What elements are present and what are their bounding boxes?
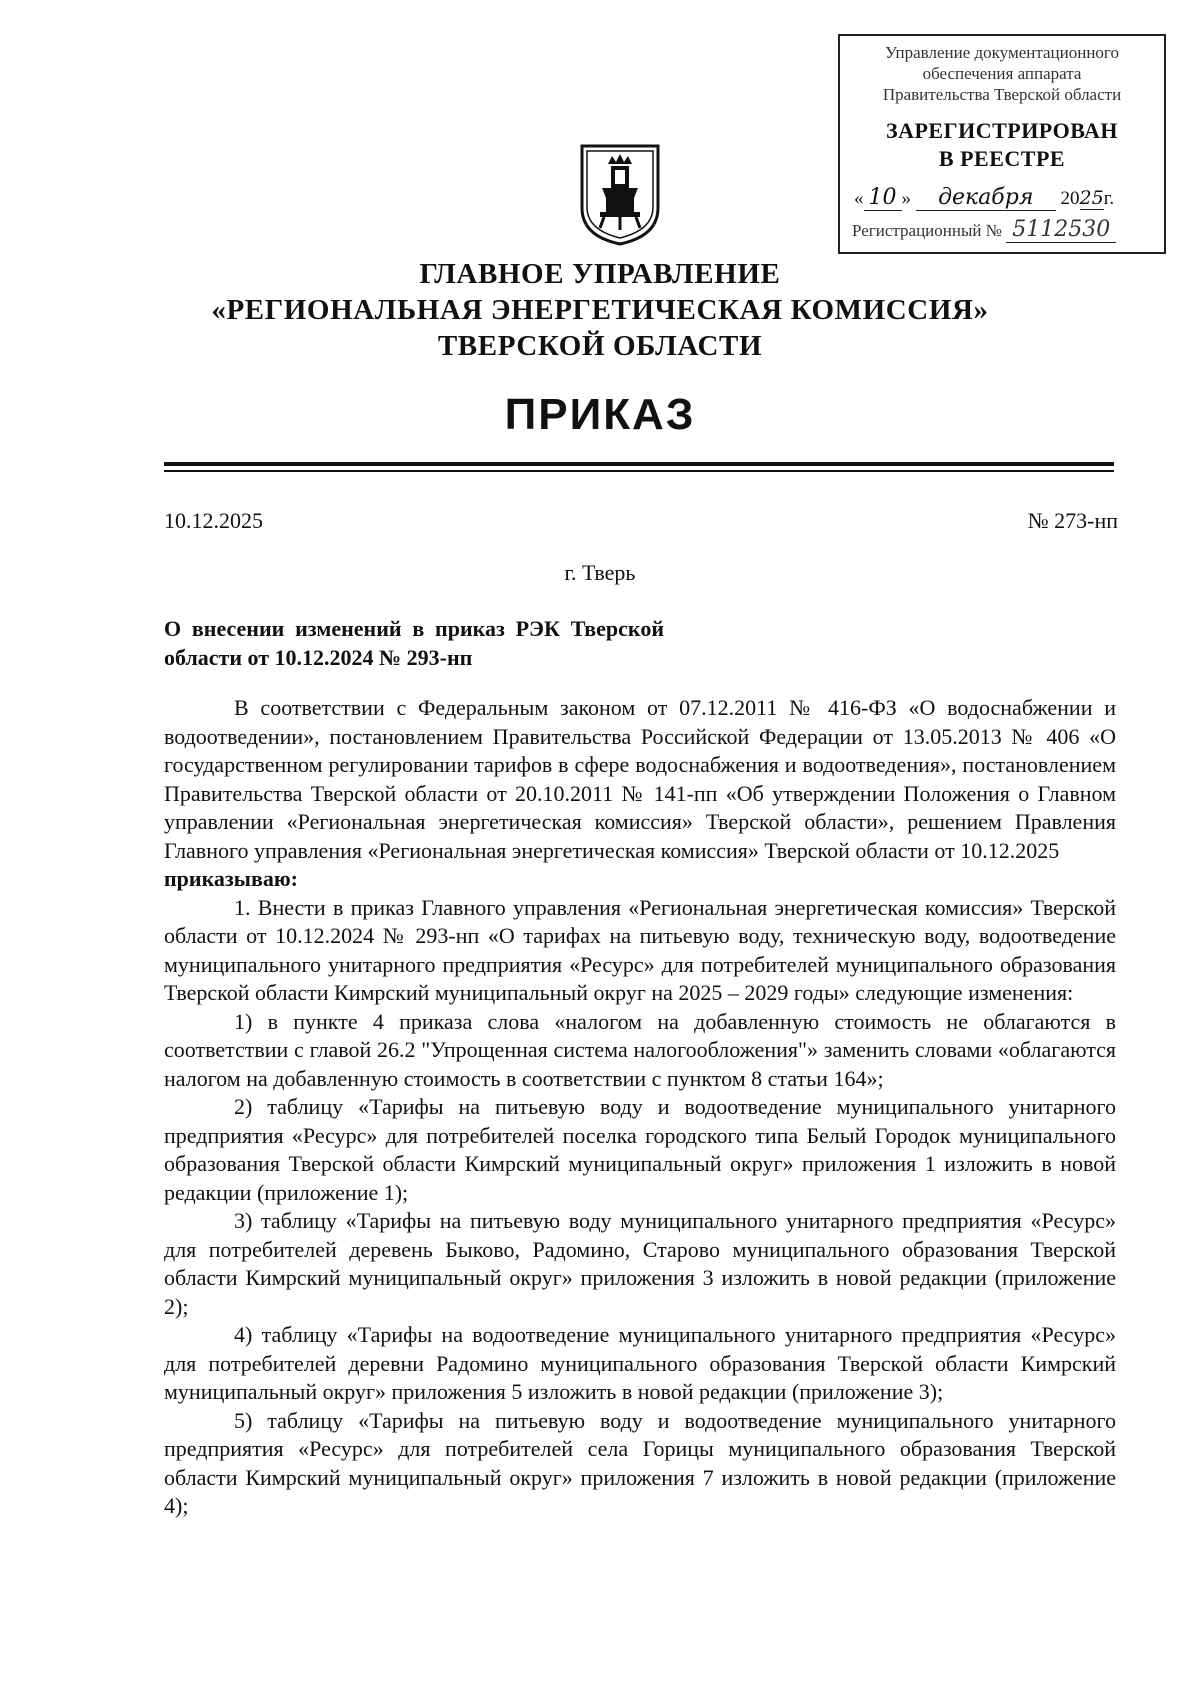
stamp-reg-number: 5112530	[1006, 217, 1116, 243]
document-date: 10.12.2025	[164, 508, 263, 533]
document-type: ПРИКАЗ	[504, 390, 696, 439]
document-subject: О внесении изменений в приказ РЭК Тверской области от 10.12.2024 № 293-нп	[164, 616, 664, 670]
document-body	[164, 694, 1116, 1521]
stamp-status-line: В РЕЕСТРЕ	[938, 146, 1066, 171]
preamble-paragraph: В соответствии с Федеральным законом от 07.12.2011 № 416-ФЗ «О водоснабжении и водоотведении», постановлением Правительства Российской Федерации от 13.05.2013 № 406 «О государственном регулировании тарифов в сфере водоснабжения и водоотведения», постановлением Правительства Тверской области от 20.10.2011 № 141-пп «Об утверждении Положения о Главном управлении «Региональная энергетическая комиссия» Тверской области», решением Правления Главного управления «Региональная энергетическая комиссия» Тверской области от 10.12.2025	[164, 695, 1116, 863]
stamp-year-suffix: 25	[1079, 187, 1104, 209]
header-rule-thin	[164, 470, 1114, 472]
header-line-1: ГЛАВНОЕ УПРАВЛЕНИЕ	[419, 258, 781, 290]
header-line-3: ТВЕРСКОЙ ОБЛАСТИ	[437, 330, 763, 362]
stamp-date: « 10 » декабря 2025г.	[854, 185, 1115, 210]
stamp-org-line: Управление документационного	[885, 43, 1119, 62]
coat-of-arms-icon	[578, 142, 662, 248]
stamp-month: декабря	[916, 185, 1056, 211]
subitem-3-paragraph: 3) таблицу «Тарифы на питьевую воду муниципального унитарного предприятия «Ресурс» для потребителей деревень Быково, Радомино, Старово муниципального образования Тверской области Кимрский муниципальный округ» приложения 3 изложить в новой редакции (приложение 2);	[164, 1208, 1116, 1319]
order-word: приказываю:	[164, 866, 298, 891]
subitem-1-paragraph: 1) в пункте 4 приказа слова «налогом на добавленную стоимость не облагаются в соответствии с главой 26.2 "Упрощенная система налогообложения"» заменить словами «облагаются налогом на добавленную стоимость в соответствии с пунктом 8 статьи 164»;	[164, 1008, 1116, 1091]
stamp-registration	[840, 217, 1164, 243]
registry-stamp	[838, 34, 1166, 254]
stamp-year-unit: г.	[1103, 188, 1115, 209]
stamp-status-line: ЗАРЕГИСТРИРОВАН	[885, 118, 1119, 143]
subitem-2-paragraph: 2) таблицу «Тарифы на питьевую воду и водоотведение муниципального унитарного предприятия «Ресурс» для потребителей поселка городского типа Белый Городок муниципального образования Тверской области Кимрский муниципальный округ» приложения 1 изложить в новой редакции (приложение 1);	[164, 1094, 1116, 1205]
document-number: № 273-нп	[1027, 508, 1118, 533]
stamp-day: 10	[864, 185, 902, 211]
subitem-4-paragraph: 4) таблицу «Тарифы на водоотведение муниципального унитарного предприятия «Ресурс» для потребителей деревни Радомино муниципального образования Тверской области Кимрский муниципальный округ» приложения 5 изложить в новой редакции (приложение 3);	[164, 1322, 1116, 1404]
stamp-reg-label: Регистрационный №	[852, 221, 1002, 240]
stamp-org-line: Правительства Тверской области	[882, 85, 1122, 104]
stamp-organization	[840, 42, 1164, 105]
stamp-status	[840, 117, 1164, 173]
header-rule-thick	[164, 462, 1114, 466]
subitem-5-paragraph: 5) таблицу «Тарифы на питьевую воду и водоотведение муниципального унитарного предприятия «Ресурс» для потребителей села Горицы муниципального образования Тверской области Кимрский муниципальный округ» приложения 7 изложить в новой редакции (приложение 4);	[164, 1407, 1116, 1518]
stamp-org-line: обеспечения аппарата	[922, 64, 1082, 83]
item-1-paragraph: 1. Внести в приказ Главного управления «Региональная энергетическая комиссия» Тверской области от 10.12.2024 № 293-нп «О тарифах на питьевую воду, техническую воду, водоотведение муниципального унитарного предприятия «Ресурс» для потребителей муниципального образования Тверской области Кимрский муниципальный округ на 2025 – 2029 годы» следующие изменения:	[164, 894, 1116, 1005]
header-line-2: «РЕГИОНАЛЬНАЯ ЭНЕРГЕТИЧЕСКАЯ КОМИССИЯ»	[211, 294, 989, 326]
document-city: г. Тверь	[564, 560, 636, 585]
stamp-year-prefix: 20	[1060, 188, 1080, 209]
